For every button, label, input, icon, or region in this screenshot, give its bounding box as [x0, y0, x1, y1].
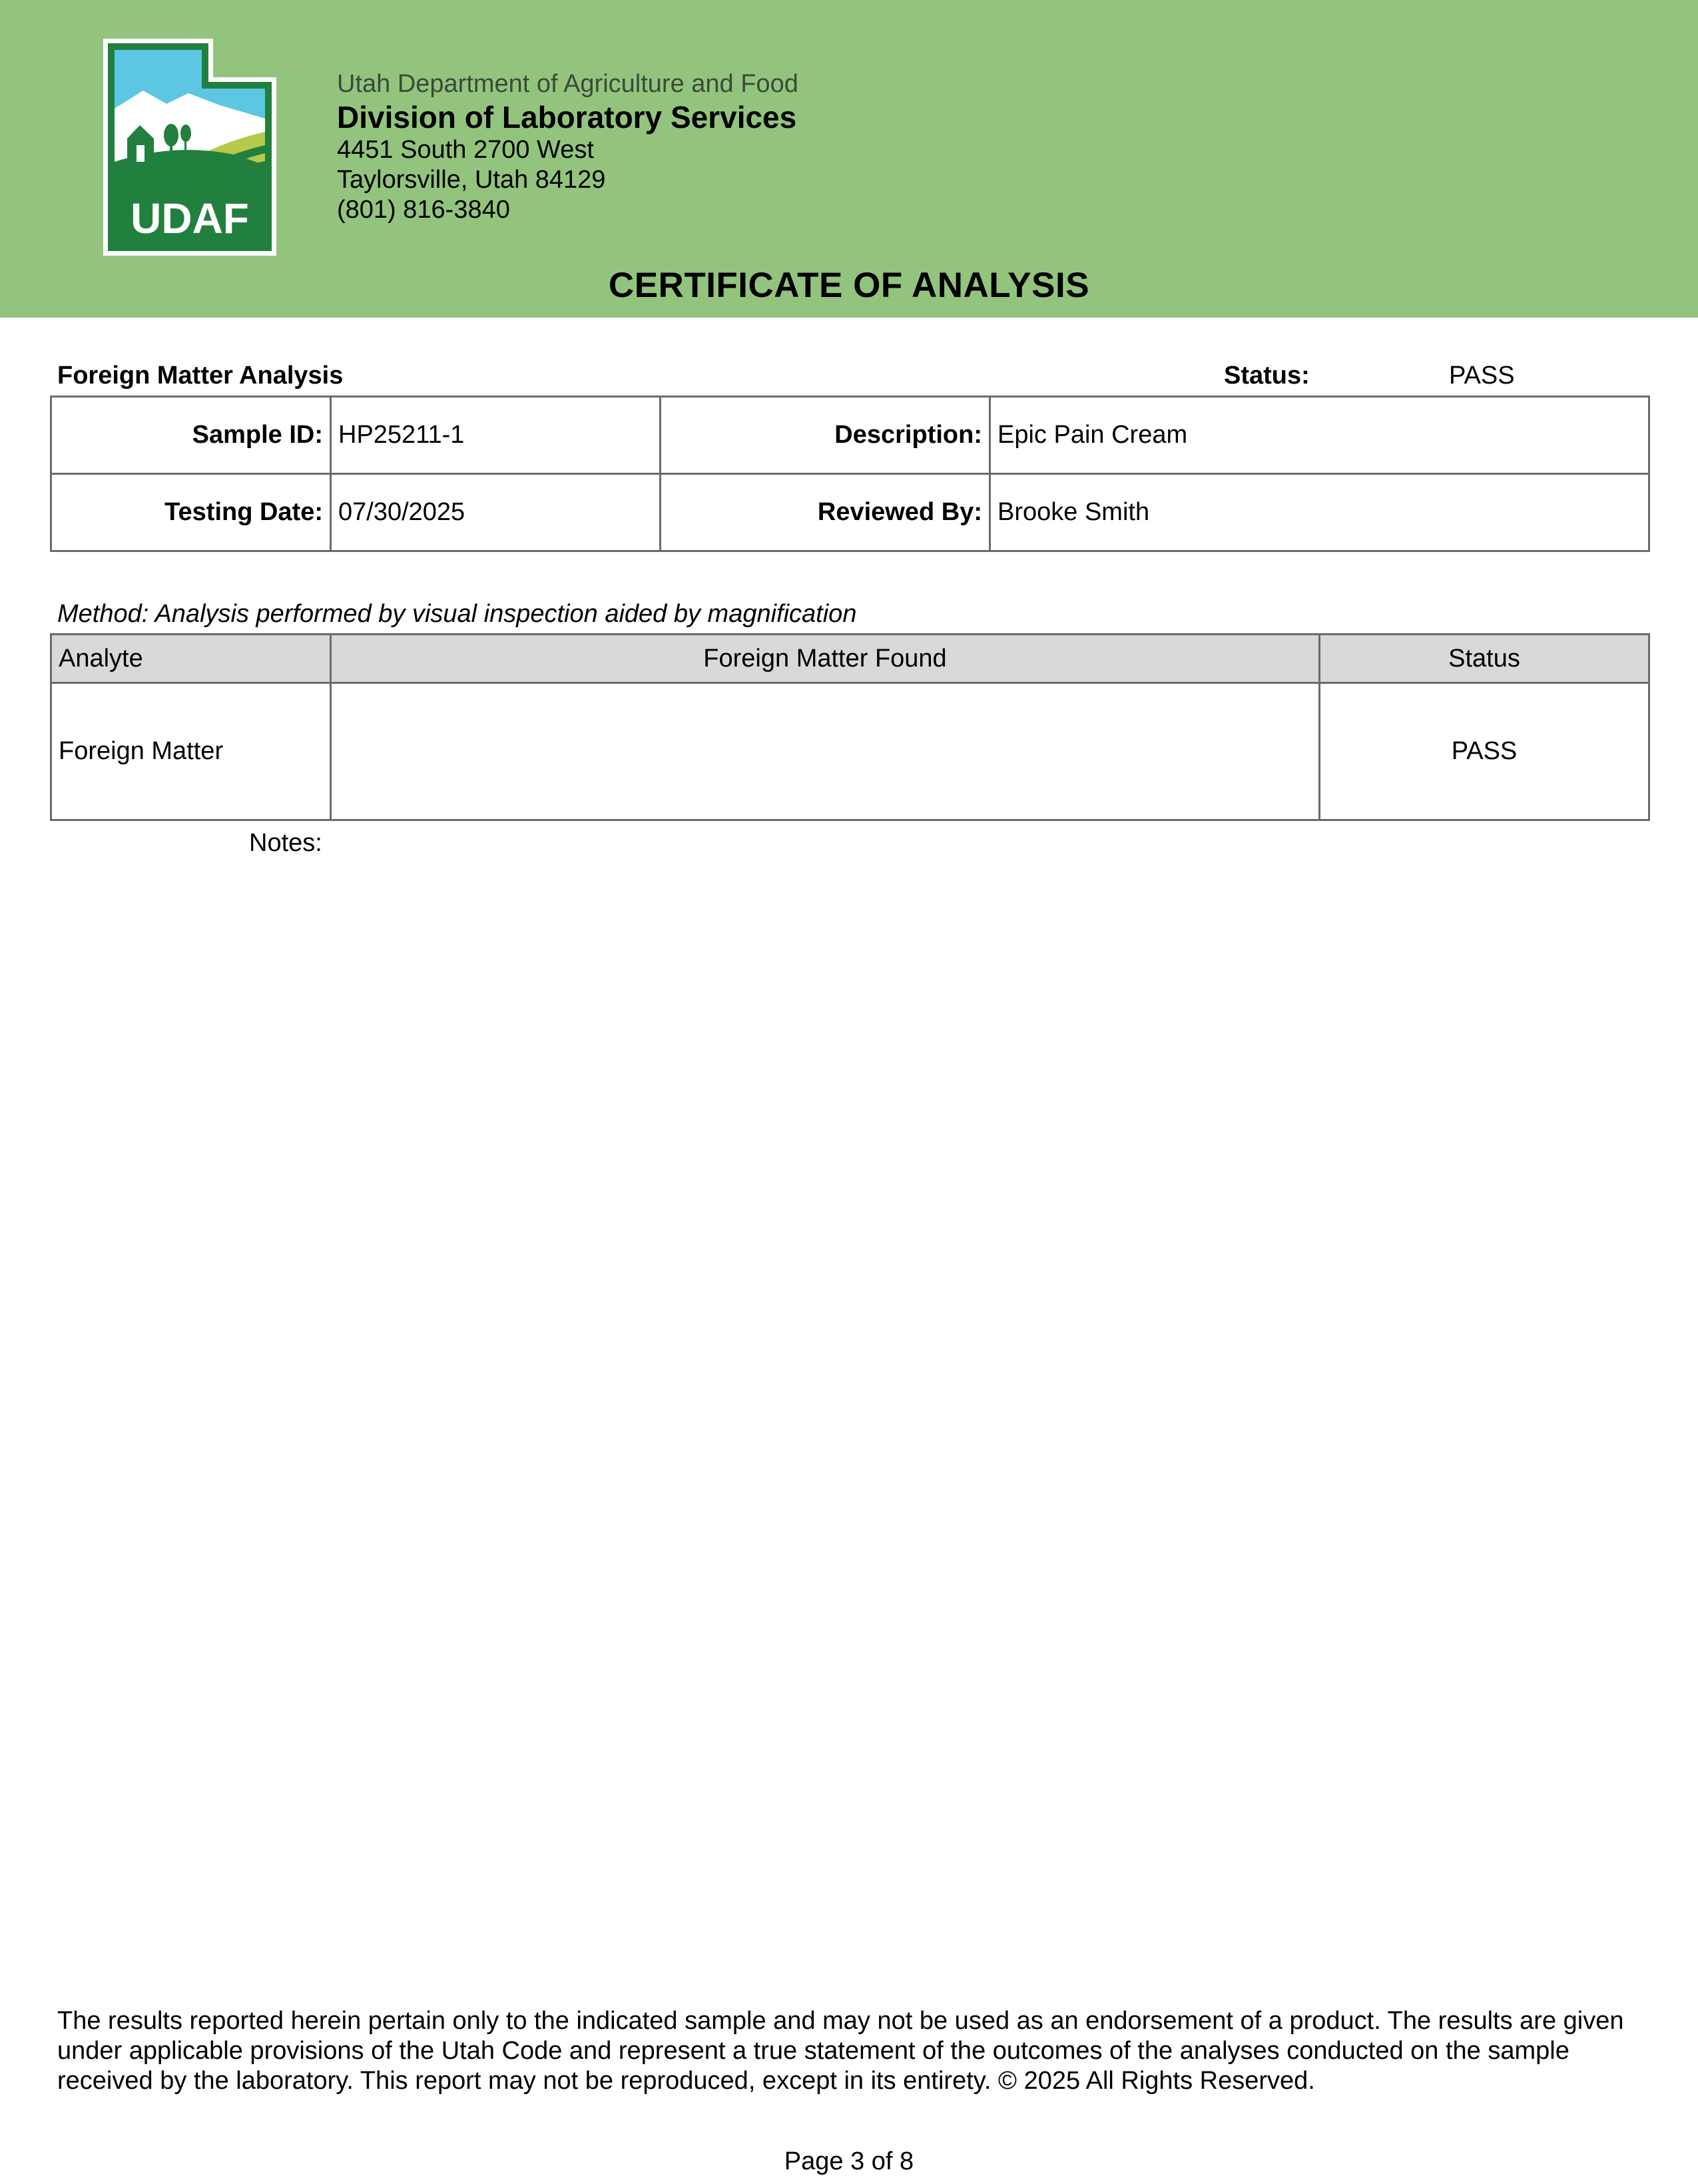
results-table [50, 633, 1650, 821]
header-analyte: Analyte [51, 635, 331, 683]
header-foreign-matter-found: Foreign Matter Found [331, 635, 1320, 683]
status-cell: PASS [1320, 683, 1649, 820]
table-row [51, 683, 1649, 820]
description-value: Epic Pain Cream [990, 397, 1649, 474]
method-text: Method: Analysis performed by visual inspection aided by magnification [57, 600, 857, 628]
reviewed-by-label: Reviewed By: [661, 474, 990, 551]
info-row [51, 397, 1649, 474]
sample-info-table [50, 396, 1650, 552]
udaf-logo [103, 39, 276, 256]
found-cell [331, 683, 1320, 820]
notes-label: Notes: [249, 829, 322, 857]
header-status: Status [1320, 635, 1649, 683]
disclaimer-text: The results reported herein pertain only to the indicated sample and may not be used as an endorsement of a product. The results are given under applicable provisions of the Utah Code and represent a true statement of the outcomes of the analyses conducted on the sample received by the laboratory. This report may not be reproduced, except in its entirety. © 2025 All Rights Reserved. [57, 2007, 1624, 2095]
sample-id-value: HP25211-1 [331, 397, 661, 474]
testing-date-label: Testing Date: [51, 474, 331, 551]
phone-number: (801) 816-3840 [337, 196, 510, 224]
description-label: Description: [661, 397, 990, 474]
svg-text:UDAF: UDAF [131, 194, 249, 242]
page-number: Page 3 of 8 [784, 2147, 914, 2175]
division-name: Division of Laboratory Services [337, 100, 797, 135]
address-line-1: 4451 South 2700 West [337, 136, 594, 164]
address-line-2: Taylorsville, Utah 84129 [337, 166, 606, 194]
status-label: Status: [1224, 362, 1310, 390]
analyte-cell: Foreign Matter [51, 683, 331, 820]
certificate-title: CERTIFICATE OF ANALYSIS [608, 266, 1090, 305]
status-value: PASS [1449, 362, 1515, 390]
section-title: Foreign Matter Analysis [57, 362, 344, 390]
org-info [337, 69, 798, 225]
testing-date-value: 07/30/2025 [331, 474, 661, 551]
info-row [51, 474, 1649, 551]
department-name: Utah Department of Agriculture and Food [337, 70, 798, 98]
sample-id-label: Sample ID: [51, 397, 331, 474]
results-header-row [51, 635, 1649, 683]
reviewed-by-value: Brooke Smith [990, 474, 1649, 551]
